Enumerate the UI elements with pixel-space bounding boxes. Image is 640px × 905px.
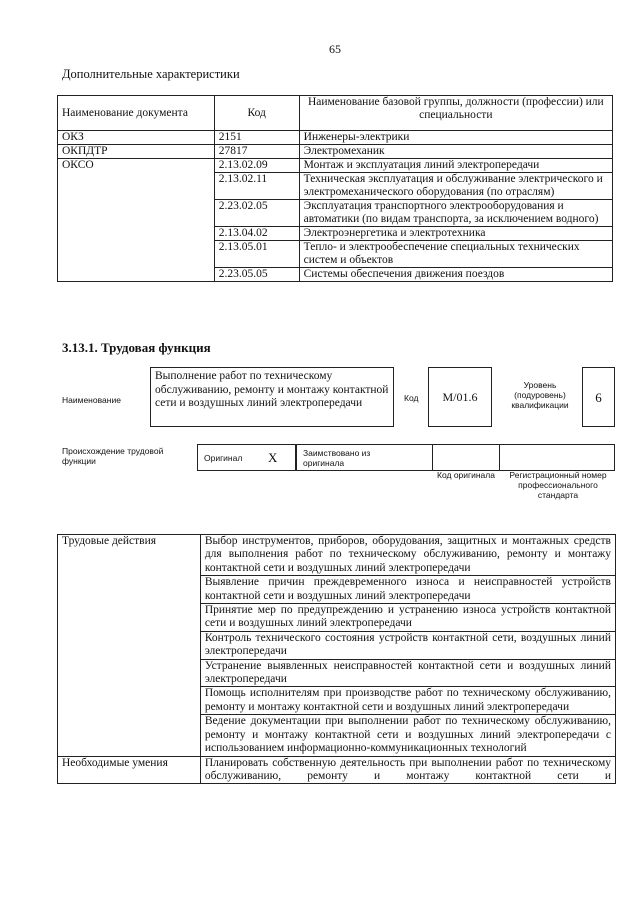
function-name-box	[150, 367, 394, 427]
origin-reg-caption: Регистрационный номер профессионального стандарта	[509, 470, 607, 500]
table-row	[58, 756, 616, 784]
origin-reg-cell	[499, 444, 615, 471]
origin-code-caption: Код оригинала	[437, 470, 495, 480]
additional-table	[57, 95, 613, 282]
origin-label: Происхождение трудовой функции	[62, 446, 164, 466]
origin-borrowed-cell	[296, 444, 433, 471]
action-item: Помощь исполнителям при производстве работ по техническому обслуживанию, ремонту и монтажу контактной сети и воздушных линий электропередачи	[200, 687, 615, 715]
header-doc: Наименование документа	[58, 96, 215, 131]
level-label: Уровень (подуровень) квалификации	[511, 380, 569, 410]
level-box	[582, 367, 615, 427]
origin-original-cell	[197, 444, 296, 471]
table-row	[58, 535, 616, 576]
level-value: 6	[595, 390, 602, 405]
origin-borrowed-label: Заимствовано из оригинала	[303, 448, 371, 468]
action-item: Выбор инструментов, приборов, оборудования, защитных и монтажных средств для выполнения работ по техническому обслуживанию, ремонту и монтажу контактной сети и воздушных линий электропередачи	[200, 535, 615, 576]
table-row: ОКПДТР 27817 Электромеханик	[58, 145, 613, 159]
function-code-label: Код	[404, 393, 419, 403]
function-code-box	[428, 367, 492, 427]
function-heading: 3.13.1. Трудовая функция	[62, 340, 211, 355]
action-item: Выявление причин преждевременного износа и неисправностей устройств контактной сети и воздушных линий электропередачи	[200, 576, 615, 604]
skill-item: Планировать собственную деятельность при выполнении работ по техническому обслуживанию, ремонту и монтажу контактной сети и	[200, 756, 615, 784]
origin-original-label: Оригинал	[204, 453, 243, 463]
page-number: 65	[329, 42, 341, 56]
function-name-value: Выполнение работ по техническому обслуживанию, ремонту и монтажу контактной сети и воздушных линий электропередачи	[155, 370, 389, 409]
action-item: Контроль технического состояния устройств контактной сети, воздушных линий электропередачи	[200, 631, 615, 659]
skills-label: Необходимые умения	[58, 756, 201, 784]
table-row: 2.13.02.11 Техническая эксплуатация и обслуживание электрического и электромеханического оборудования (по отраслям)	[58, 173, 613, 200]
action-item: Ведение документации при выполнении работ по техническому обслуживанию, ремонту и монтажу контактной сети и воздушных линий электропередачи с использованием информационно-коммуникационных технологий	[200, 715, 615, 756]
action-item: Принятие мер по предупреждению и устранению износа устройств контактной сети и воздушных линий электропередачи	[200, 604, 615, 632]
additional-title: Дополнительные характеристики	[62, 67, 240, 81]
table-row: 2.23.05.05 Системы обеспечения движения поездов	[58, 268, 613, 282]
origin-original-mark: Х	[268, 450, 278, 465]
table-row: 2.13.04.02 Электроэнергетика и электротехника	[58, 227, 613, 241]
table-row: ОКЗ 2151 Инженеры-электрики	[58, 131, 613, 145]
function-code-value: М/01.6	[442, 390, 478, 404]
additional-header-row	[58, 96, 613, 131]
actions-label: Трудовые действия	[58, 535, 201, 757]
action-item: Устранение выявленных неисправностей контактной сети и воздушных линий электропередачи	[200, 659, 615, 687]
table-row: 2.13.05.01 Тепло- и электрообеспечение специальных технических систем и объектов	[58, 241, 613, 268]
origin-code-cell	[432, 444, 500, 471]
table-row: 2.23.02.05 Эксплуатация транспортного электрооборудования и автоматики (по видам транспорта, за исключением водного)	[58, 200, 613, 227]
header-code: Код	[214, 96, 299, 131]
function-name-label: Наименование	[62, 395, 121, 405]
table-row: ОКСО 2.13.02.09 Монтаж и эксплуатация линий электропередачи	[58, 159, 613, 173]
header-name: Наименование базовой группы, должности (профессии) или специальности	[299, 96, 612, 131]
actions-table	[57, 534, 616, 784]
